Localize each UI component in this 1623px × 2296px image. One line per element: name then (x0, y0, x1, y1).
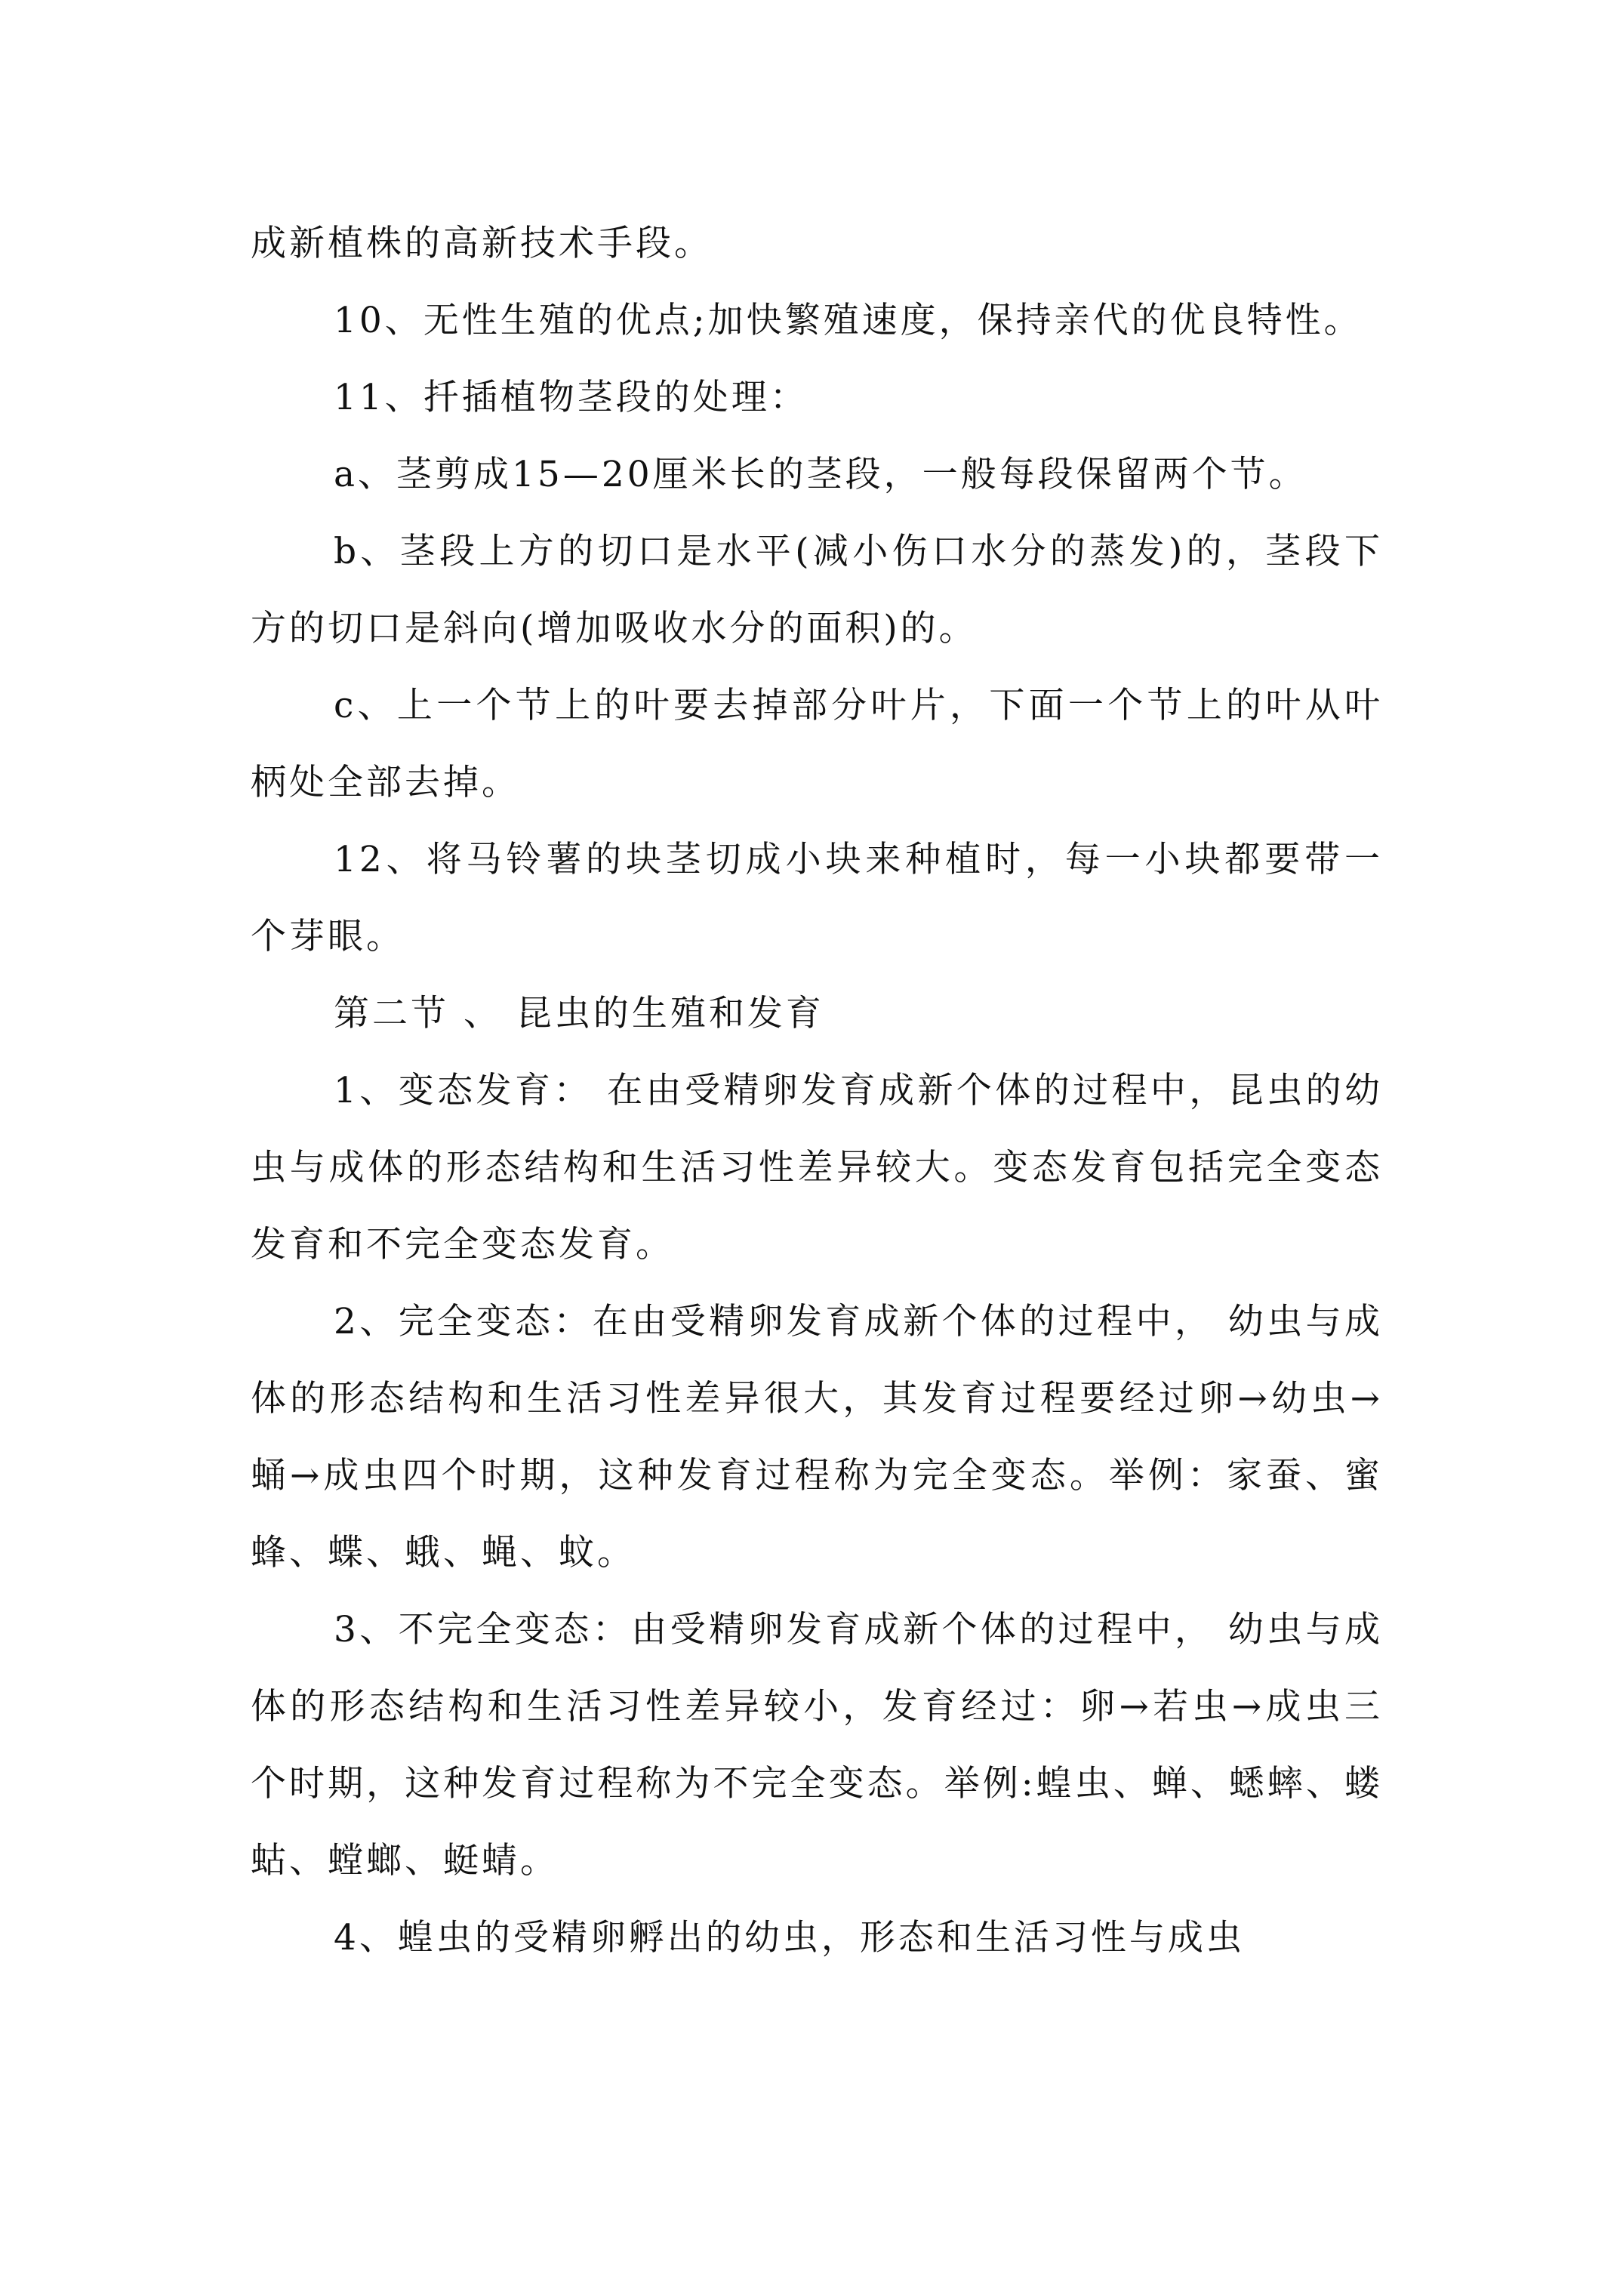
section-heading: 第二节 、 昆虫的生殖和发育 (334, 993, 824, 1034)
paragraph-item-3: 3、不完全变态：由受精卵发育成新个体的过程中， 幼虫与成体的形态结构和生活习性差异较小，发育经过：卵→若虫→成虫三个时期，这种发育过程称为不完全变态。举例:蝗虫、蝉、蟋蟀、蝼蛄、螳螂、蜓蜻。 (251, 1609, 1383, 1881)
paragraph-item-11b: b、茎段上方的切口是水平(减小伤口水分的蒸发)的，茎段下方的切口是斜向(增加吸收水分的面积)的。 (251, 531, 1383, 649)
paragraph-item-11: 11、扦插植物茎段的处理： (334, 377, 808, 418)
paragraph-continuation: 成新植株的高新技术手段。 (251, 223, 713, 264)
paragraph-item-2: 2、完全变态：在由受精卵发育成新个体的过程中， 幼虫与成体的形态结构和生活习性差异很大，其发育过程要经过卵→幼虫→蛹→成虫四个时期，这种发育过程称为完全变态。举例：家蚕、蜜蜂、蝶、蛾、蝇、蚊。 (251, 1301, 1383, 1573)
paragraph-item-12: 12、将马铃薯的块茎切成小块来种植时，每一小块都要带一个芽眼。 (251, 839, 1383, 957)
paragraph-item-1: 1、变态发育： 在由受精卵发育成新个体的过程中，昆虫的幼虫与成体的形态结构和生活习性差异较大。变态发育包括完全变态发育和不完全变态发育。 (251, 1070, 1383, 1265)
document-body (251, 205, 1383, 1977)
paragraph-item-10: 10、无性生殖的优点;加快繁殖速度，保持亲代的优良特性。 (334, 300, 1363, 341)
paragraph-item-11c: c、上一个节上的叶要去掉部分叶片，下面一个节上的叶从叶柄处全部去掉。 (251, 685, 1383, 803)
paragraph-item-11a: a、茎剪成15—20厘米长的茎段，一般每段保留两个节。 (334, 454, 1307, 495)
paragraph-item-4: 4、蝗虫的受精卵孵出的幼虫，形态和生活习性与成虫 (334, 1917, 1245, 1959)
